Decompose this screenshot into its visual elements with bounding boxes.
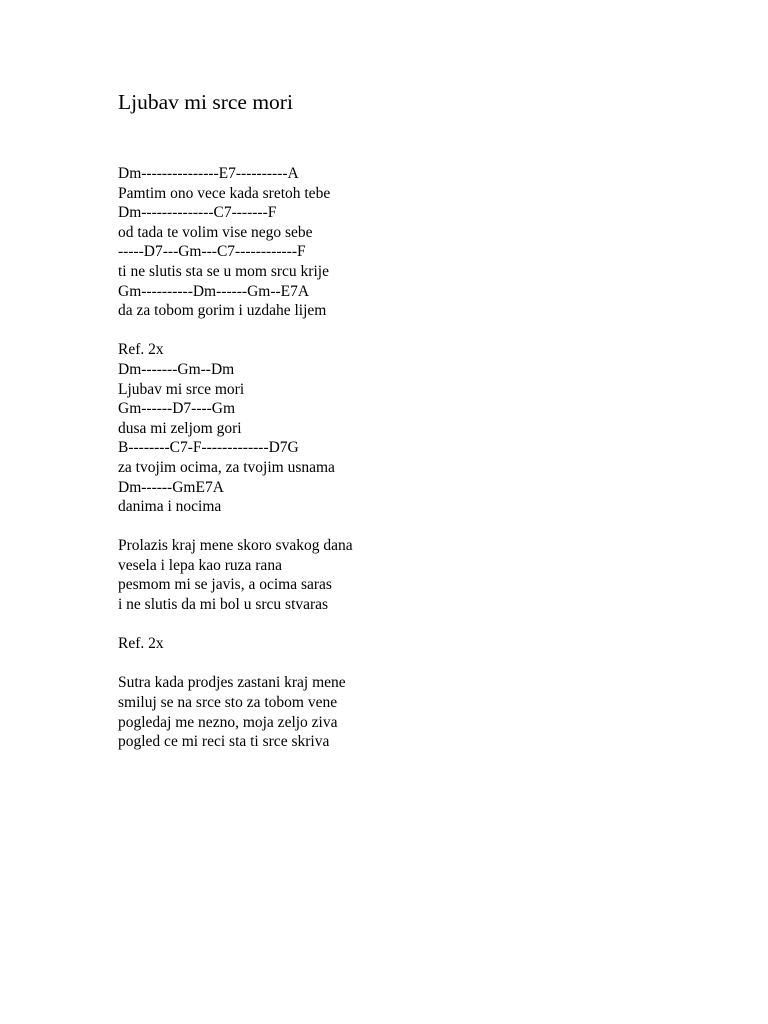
lyric-line: pesmom mi se javis, a ocima saras bbox=[118, 576, 332, 594]
chord-line: Gm------D7----Gm bbox=[118, 400, 236, 418]
lyric-line: Ljubav mi srce mori bbox=[118, 380, 245, 398]
lyric-line: pogledaj me nezno, moja zeljo ziva bbox=[118, 713, 338, 731]
refrain-label: Ref. 2x bbox=[118, 635, 164, 653]
lyric-line: dusa mi zeljom gori bbox=[118, 419, 242, 437]
chord-line: Dm-------Gm--Dm bbox=[118, 360, 235, 378]
refrain bbox=[118, 340, 353, 516]
lyric-line: Pamtim ono vece kada sretoh tebe bbox=[118, 184, 331, 202]
verse-1 bbox=[118, 164, 353, 321]
verse-3 bbox=[118, 673, 353, 751]
lyric-line: od tada te volim vise nego sebe bbox=[118, 223, 313, 241]
chord-line: B--------C7-F-------------D7G bbox=[118, 439, 299, 457]
chord-line: Dm---------------E7----------A bbox=[118, 165, 299, 182]
blank-line bbox=[118, 517, 353, 537]
blank-line bbox=[118, 654, 353, 674]
lyric-line: danima i nocima bbox=[118, 498, 222, 516]
lyric-line: i ne slutis da mi bol u srcu stvaras bbox=[118, 596, 329, 614]
song-body bbox=[118, 164, 353, 752]
lyric-line: da za tobom gorim i uzdahe lijem bbox=[118, 302, 327, 320]
lyric-line: vesela i lepa kao ruza rana bbox=[118, 556, 282, 574]
lyric-line: Sutra kada prodjes zastani kraj mene bbox=[118, 674, 346, 692]
chord-line: Dm------GmE7A bbox=[118, 478, 224, 496]
lyric-line: ti ne slutis sta se u mom srcu krije bbox=[118, 262, 329, 280]
lyric-line: pogled ce mi reci sta ti srce skriva bbox=[118, 733, 330, 751]
lyric-line: za tvojim ocima, za tvojim usnama bbox=[118, 458, 335, 476]
blank-line bbox=[118, 321, 353, 341]
chord-line: Dm--------------C7-------F bbox=[118, 204, 277, 222]
refrain-label: Ref. 2x bbox=[118, 341, 164, 359]
refrain-repeat bbox=[118, 634, 353, 654]
blank-line bbox=[118, 615, 353, 635]
chord-line: -----D7---Gm---C7------------F bbox=[118, 243, 306, 261]
song-title: Ljubav mi srce mori bbox=[118, 90, 293, 114]
lyric-line: smiluj se na srce sto za tobom vene bbox=[118, 694, 338, 712]
lyric-line: Prolazis kraj mene skoro svakog dana bbox=[118, 537, 353, 555]
chord-line: Gm----------Dm------Gm--E7A bbox=[118, 282, 310, 300]
verse-2 bbox=[118, 536, 353, 614]
